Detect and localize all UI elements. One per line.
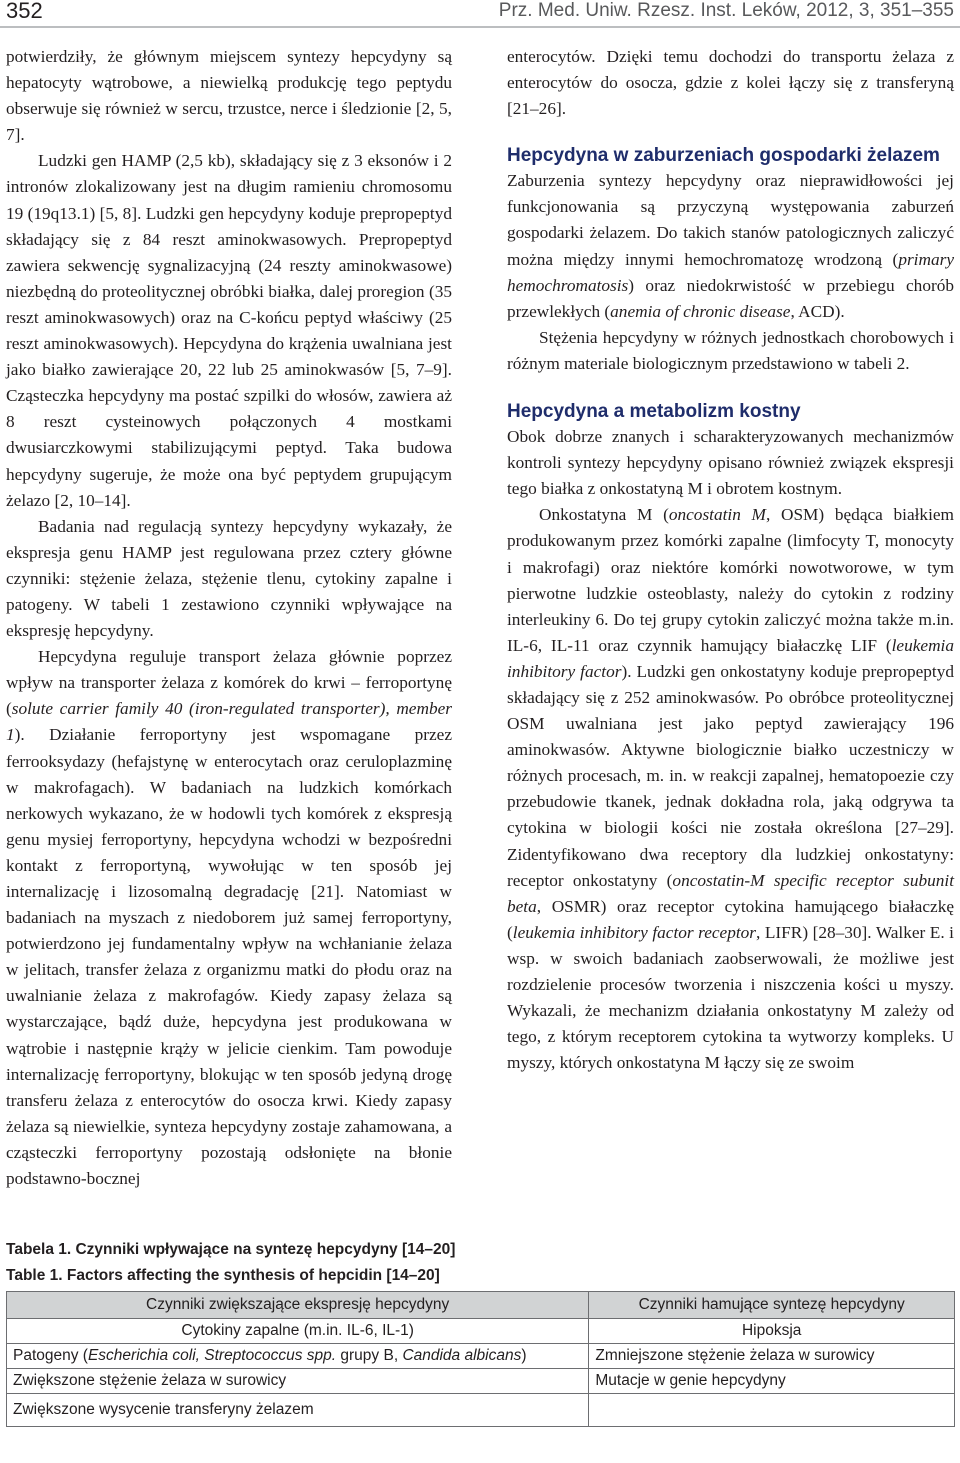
italic-term: primary hemochromatosis (507, 249, 954, 295)
right-paragraph-5 (507, 502, 954, 1076)
header-divider (0, 26, 960, 28)
section-heading-iron-disorders: Hepcydyna w zaburzeniach gospodarki żelazem (507, 145, 940, 167)
table-cell: Mutacje w genie hepcydyny (589, 1369, 955, 1394)
table-cell: Hipoksja (589, 1319, 955, 1344)
right-paragraph-3: Stężenia hepcydyny w różnych jednostkach chorobowych i różnym materiale biologicznym przedstawiono w tabeli 2. (507, 327, 954, 373)
text-run: , OSM) będąca białkiem produkowanym przez komórki zapalne (limfocyty T, monocyty i makrofagi) oraz niektóre komórki nowotworowe, w tym pierwotne ludzkie osteoblasty, należy do cytokin z rodziny interleukiny 6. Do tej grupy cytokin zaliczyć można także m.in. IL-6, IL-11 oraz czynnik hamujący białaczkę LIF ( (507, 505, 954, 655)
table-cell: Zwiększone wysycenie transferyny żelazem (7, 1394, 589, 1427)
table-row (7, 1369, 955, 1394)
italic-term: leukemia inhibitory factor receptor (512, 922, 757, 942)
text-run: , OSMR) oraz receptor cytokina hamującego białaczkę ( (507, 896, 954, 942)
table-row (7, 1319, 955, 1344)
right-column (507, 44, 954, 1076)
text-run: ) oraz niedokrwistość w przebiegu chorób przewlekłych ( (507, 275, 954, 321)
left-column (6, 44, 452, 1192)
left-paragraph-3: Badania nad regulacją syntezy hepcydyny wykazały, że ekspresja genu HAMP jest regulowana przez cztery główne czynniki: stężenie żelaza, stężenie tlenu, cytokiny zapalne i patogeny. W tabeli 1 zestawiono czynniki wpływające na ekspresję hepcydyny. (6, 516, 452, 641)
journal-citation: Prz. Med. Uniw. Rzesz. Inst. Leków, 2012, 3, 351–355 (498, 0, 954, 21)
italic-term: Escherichia coli, Streptococcus spp. (87, 1347, 337, 1364)
section-heading-bone-metabolism: Hepcydyna a metabolizm kostny (507, 401, 801, 423)
left-paragraph-1: potwierdziły, że głównym miejscem syntezy hepcydyny są hepatocyty wątrobowe, a niewielką produkcję tego peptydu obserwuje się również w sercu, trzustce, nerce i śledzionie [2, 5, 7]. (6, 47, 452, 145)
right-paragraph-4: Obok dobrze znanych i scharakteryzowanych mechanizmów kontroli syntezy hepcydyny opisano również związek ekspresji tego białka z onkostatyną M i obrotem kostnym. (507, 427, 954, 499)
text-run: Patogeny ( (13, 1347, 88, 1364)
italic-term: solute carrier family 40 (iron-regulated transporter), member 1 (6, 699, 452, 745)
column-header-increasing: Czynniki zwiększające ekspresję hepcydyny (7, 1292, 589, 1319)
table-caption-english: Table 1. Factors affecting the synthesis of hepcidin [14–20] (6, 1267, 440, 1284)
italic-term: Candida albicans (402, 1347, 522, 1364)
table-cell: Zwiększone stężenie żelaza w surowicy (7, 1369, 589, 1394)
text-run: grupy B, (336, 1347, 403, 1364)
table-caption-polish: Tabela 1. Czynniki wpływające na syntezę hepcydyny [14–20] (6, 1241, 456, 1258)
table-row (7, 1344, 955, 1369)
table-cell: Cytokiny zapalne (m.in. IL-6, IL-1) (7, 1319, 589, 1344)
table-row (7, 1394, 955, 1427)
italic-term: oncostatin M (668, 505, 766, 525)
factors-table (6, 1291, 955, 1427)
column-header-inhibiting: Czynniki hamujące syntezę hepcydyny (589, 1292, 955, 1319)
table-cell: Zmniejszone stężenie żelaza w surowicy (589, 1344, 955, 1369)
right-paragraph-1: enterocytów. Dzięki temu dochodzi do transportu żelaza z enterocytów do osocza, gdzie z kolei łączy się z transferyną [21–26]. (507, 47, 954, 119)
table-cell (589, 1394, 955, 1427)
left-paragraph-4 (6, 644, 452, 1192)
text-run: , LIFR) [28–30]. Walker E. i wsp. w swoich badaniach zaobserwowali, że możliwe jest rozdzielenie procesów tworzenia i niszczenia kości u myszy. Wykazali, że mechanizm działania onkostatyny M zależy od tego, z którym receptorem cytokina ta wytworzy kompleks. U myszy, których onkostatyna M łączy się ze swoim (507, 922, 954, 1073)
text-run: Zaburzenia syntezy hepcydyny oraz nieprawidłowości jej funkcjonowania są przyczyną występowania zaburzeń gospodarki żelazem. Do takich stanów patologicznych zaliczyć można między innymi hemochromatozę wrodzoną ( (507, 171, 954, 269)
italic-term: oncostatin-M specific receptor subunit beta (507, 870, 955, 916)
text-run: Onkostatyna M ( (539, 505, 669, 525)
left-paragraph-2: Ludzki gen HAMP (2,5 kb), składający się z 3 eksonów i 2 intronów zlokalizowany jest na długim ramieniu chromosomu 19 (19q13.1) [5, 8]. Ludzki gen hepcydyny koduje prepropeptyd składający się z 84 reszt aminokwasowych. Prepropeptyd zawiera sekwencję sygnalizacyjną (24 reszty aminokwasowe) niezbędną do proteolitycznej obróbki białka, dalej proregion (35 reszt aminokwasowych) oraz na C-końcu peptyd właściwy (25 reszt aminokwasowych). Hepcydyna do krążenia uwalniana jest jako białko zawierające 20, 22 lub 25 aminokwasów [5, 7–9]. Cząsteczka hepcydyny ma postać szpilki do włosów, zawiera aż 8 reszt cysteinowych połączonych 4 mostkami dwusiarczkowymi stabilizującymi peptyd. Taka budowa hepcydyny sugeruje, że może ona być peptydem grupującym żelazo [2, 10–14]. (6, 151, 452, 510)
italic-term: anemia of chronic disease (610, 301, 791, 321)
italic-term: leukemia inhibitory factor (507, 635, 954, 681)
page-number: 352 (6, 0, 43, 23)
text-run: ). Działanie ferroportyny jest wspomagane przez ferrooksydazy (hefajstynę w enterocytach oraz ceruloplazminę w makrofagach). W badaniach na ludzkich komórkach nerkowych wykazano, że w hodowli tych komórek z ekspresją genu mysiej ferroportyny, hepcydyna wchodzi w bezpośredni kontakt z ferroportyną, wywołując w ten sposób jej internalizację i lizosomalną degradację [21]. Natomiast w badaniach na myszach z niedoborem już samej ferroportyny, potwierdzono jej fundamentalny wpływ na wchłanianie żelaza w jelitach, transfer żelaza z organizmu matki do płodu oraz na uwalnianie żelaza z makrofagów. Kiedy zapasy żelaza są wystarczające, bądź duże, hepcydyna jest produkowana w wątrobie i następnie krąży w jelicie cienkim. Tam powoduje internalizację ferroportyny, blokując w ten sposób jedyną drogę transferu żelaza z enterocytów do osocza krwi. Kiedy zapasy żelaza są niewielkie, synteza hepcydyny zostaje zahamowana, a cząsteczki ferroportyny pozostają odsłonięte na błonie podstawno-bocznej (6, 725, 452, 1189)
table-header-row (7, 1292, 955, 1319)
table-cell (7, 1344, 589, 1369)
text-run: Hepcydyna reguluje transport żelaza głównie poprzez wpływ na transporter żelaza z komórek do krwi – ferroportynę ( (6, 647, 452, 719)
text-run: ) (521, 1347, 527, 1364)
right-paragraph-2 (507, 168, 954, 325)
text-run: ). Ludzki gen onkostatyny koduje prepropeptyd składający się z 252 aminokwasów. Po obróbce proteolitycznej OSM uwalniana jest jako peptyd zawierający 196 aminokwasów. Aktywne biologicznie białko uczestniczy w różnych procesach, m. in. w reakcji zapalnej, hematopoezie czy przebudowie tkanek, jednak dokładna rola, jaką odgrywa ta cytokina w biologii kości nie została określona [27–29]. Zidentyfikowano dwa receptory dla ludzkiej onkostatyny: receptor onkostatyny ( (507, 661, 955, 890)
text-run: , ACD). (790, 301, 845, 321)
